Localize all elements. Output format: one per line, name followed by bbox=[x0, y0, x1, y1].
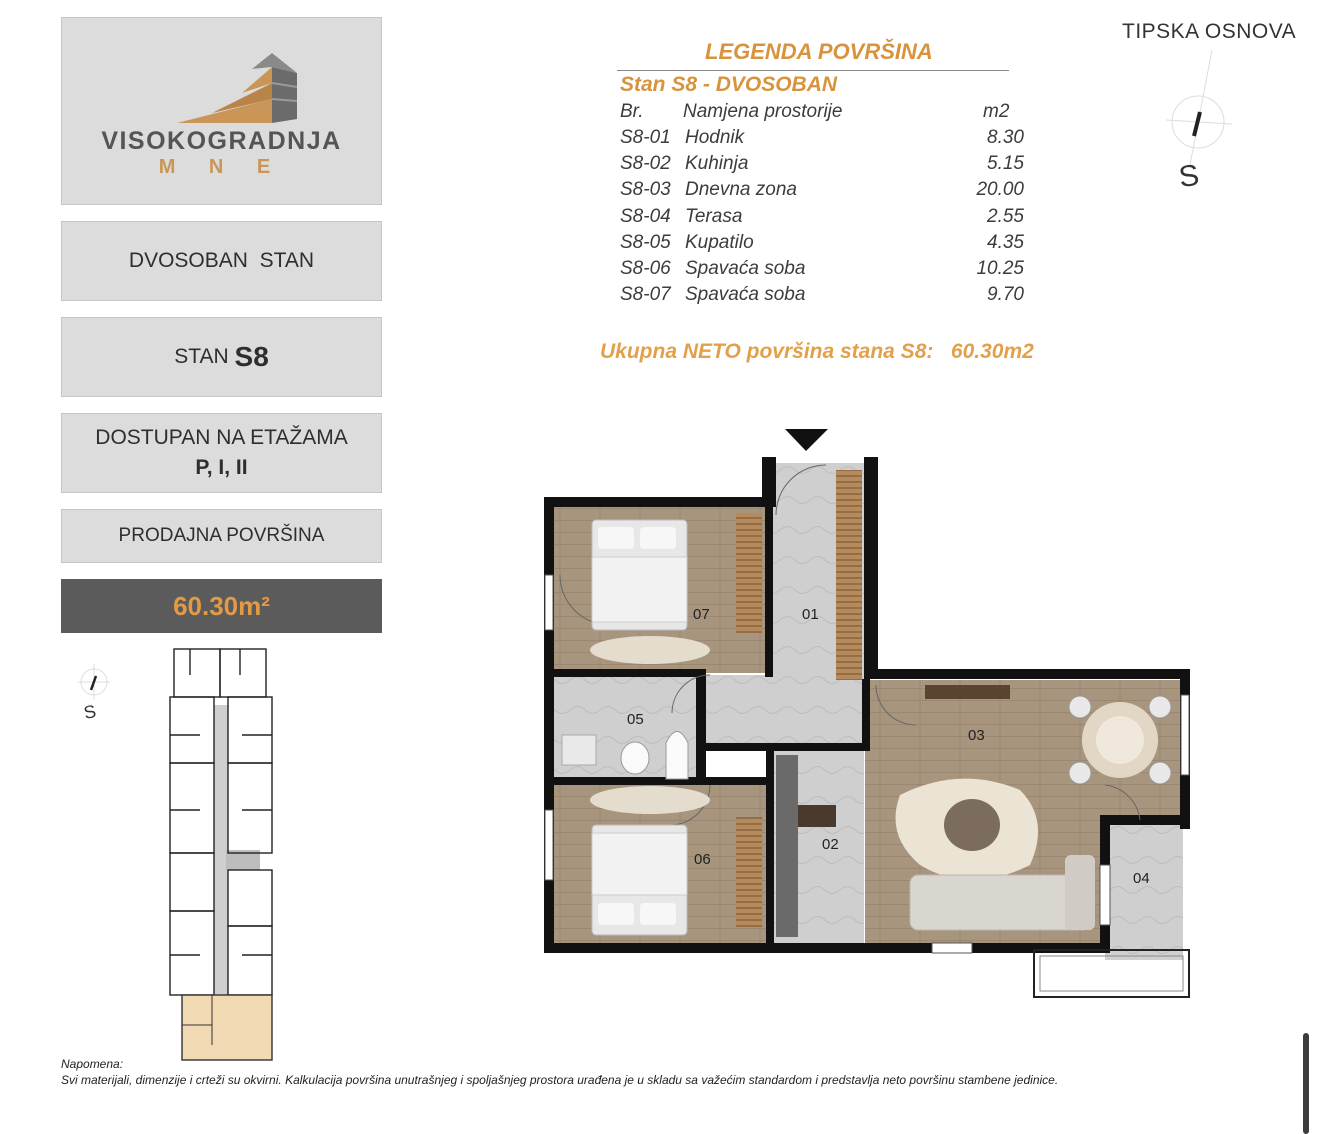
legend-row bbox=[620, 258, 1040, 282]
area-value: 60.30m² bbox=[173, 590, 270, 621]
legend-row-name: Spavaća soba bbox=[685, 258, 806, 279]
floors-value: P, I, II bbox=[195, 456, 248, 479]
legend-row-no: S8-03 bbox=[620, 179, 671, 201]
note-text: Svi materijali, dimenzije i crteži su okvirni. Kalkulacija površina unutrašnjeg i spoljašnjeg prostora urađena je u skladu sa važećim standardom i predstavlja neto površinu stambene jedinice. bbox=[61, 1073, 1059, 1087]
plan-type-label: TIPSKA OSNOVA bbox=[1122, 20, 1297, 43]
legend-title: LEGENDA POVRŠINA bbox=[705, 39, 933, 64]
legend-row-area: 5.15 bbox=[987, 153, 1024, 175]
room-label-05: 05 bbox=[627, 711, 644, 728]
room-label-01: 01 bbox=[802, 606, 819, 623]
legend-row-area: 8.30 bbox=[987, 127, 1024, 148]
legend-row-no: S8-07 bbox=[620, 284, 671, 306]
legend-row bbox=[620, 153, 1040, 177]
room-label-03: 03 bbox=[968, 727, 985, 744]
unit-code: S8 bbox=[234, 341, 269, 372]
legend-row-name: Kuhinja bbox=[685, 153, 749, 175]
legend-row-name: Dnevna zona bbox=[685, 179, 797, 201]
logo-box bbox=[61, 17, 382, 205]
legend-row-no: S8-06 bbox=[620, 258, 671, 279]
logo-name: VISOKOGRADNJA bbox=[101, 127, 342, 155]
legend-row-area: 2.55 bbox=[987, 205, 1024, 227]
room-label-06: 06 bbox=[694, 851, 711, 868]
legend-divider bbox=[617, 70, 1009, 71]
legend-row-name: Kupatilo bbox=[685, 231, 754, 253]
legend-row bbox=[620, 284, 1040, 308]
logo-sub: M N E bbox=[158, 156, 285, 178]
legend-row-area: 10.25 bbox=[976, 258, 1024, 279]
legend-row bbox=[620, 127, 1040, 151]
area-label: PRODAJNA POVRŠINA bbox=[118, 525, 325, 546]
compass-large-icon bbox=[1160, 50, 1240, 170]
legend-row-name: Spavaća soba bbox=[685, 284, 806, 306]
room-label-04: 04 bbox=[1133, 870, 1150, 887]
legend-row bbox=[620, 206, 1040, 230]
legend-row-no: S8-01 bbox=[620, 127, 671, 148]
legend-total-label: Ukupna NETO površina stana S8: bbox=[600, 340, 934, 363]
legend-row bbox=[620, 232, 1040, 256]
legend-col-area: m2 bbox=[983, 101, 1010, 122]
building-key-plan bbox=[160, 645, 280, 1065]
legend-row-no: S8-04 bbox=[620, 205, 671, 227]
compass-small-letter: S bbox=[81, 700, 98, 724]
legend-row bbox=[620, 179, 1040, 203]
legend-row-no: S8-05 bbox=[620, 231, 671, 253]
area-label-box bbox=[61, 509, 382, 563]
legend-row-area: 9.70 bbox=[987, 284, 1024, 306]
unit-box bbox=[61, 317, 382, 397]
legend-total-value: 60.30m2 bbox=[950, 340, 1034, 363]
legend-row-no: S8-02 bbox=[620, 153, 671, 175]
floors-box bbox=[61, 413, 382, 493]
room-label-02: 02 bbox=[822, 836, 839, 853]
note-title: Napomena: bbox=[61, 1057, 124, 1071]
compass-small-icon bbox=[70, 664, 118, 704]
legend-row-name: Terasa bbox=[685, 205, 743, 227]
type-box bbox=[61, 221, 382, 301]
legend-header bbox=[620, 101, 1040, 125]
type-label: DVOSOBAN STAN bbox=[128, 249, 315, 272]
room-label-07: 07 bbox=[693, 606, 710, 623]
compass-large-letter: S bbox=[1176, 158, 1202, 195]
entry-arrow-icon bbox=[785, 429, 828, 451]
legend-row-area: 4.35 bbox=[987, 231, 1024, 253]
legend-col-no: Br. bbox=[620, 101, 644, 122]
legend-subtitle: Stan S8 - DVOSOBAN bbox=[620, 73, 838, 96]
area-value-box bbox=[61, 579, 382, 633]
legend-row-area: 20.00 bbox=[976, 179, 1024, 201]
building-logo-icon bbox=[122, 47, 322, 127]
compass-small bbox=[70, 664, 118, 724]
unit-prefix: STAN bbox=[174, 345, 229, 368]
legend-col-name: Namjena prostorije bbox=[683, 101, 843, 122]
scrollbar-thumb[interactable] bbox=[1303, 1033, 1309, 1134]
legend-total bbox=[600, 340, 1034, 364]
floors-label: DOSTUPAN NA ETAŽAMA bbox=[95, 426, 348, 449]
legend-row-name: Hodnik bbox=[685, 127, 745, 148]
compass-large bbox=[1160, 50, 1240, 200]
